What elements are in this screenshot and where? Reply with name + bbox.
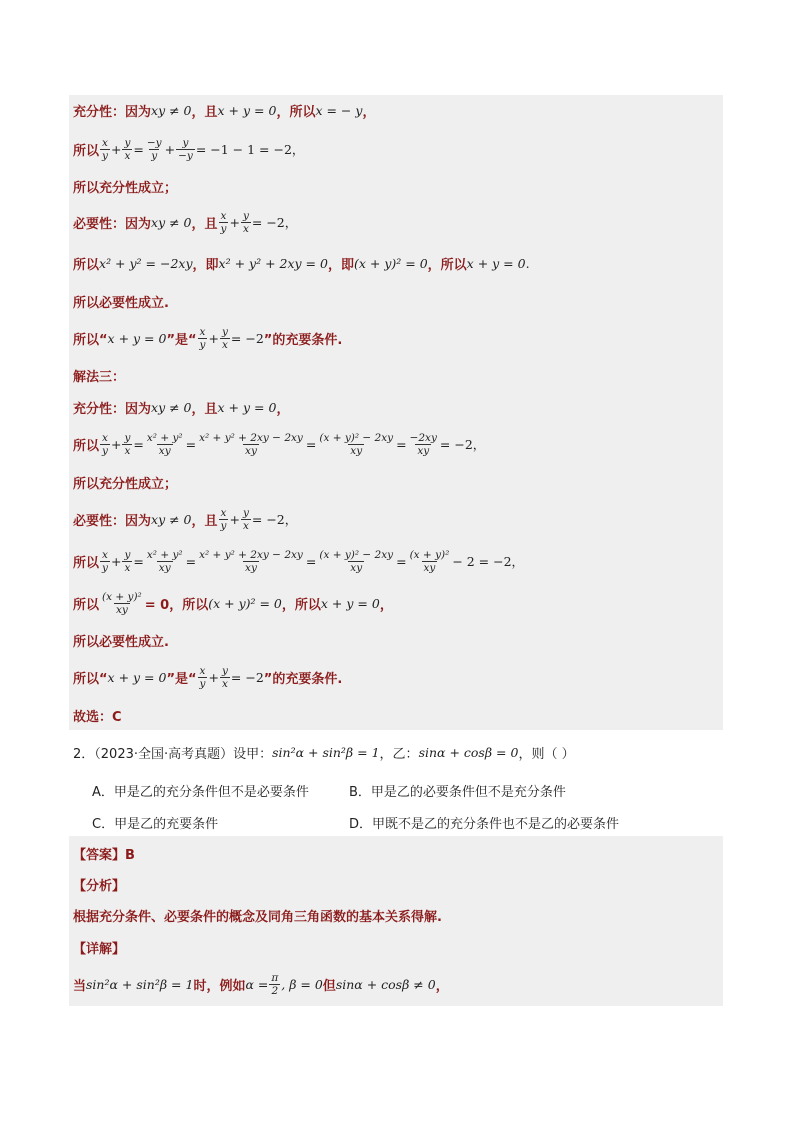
text-segment: 所以: [73, 597, 100, 613]
math-expression: +: [110, 553, 122, 569]
text-segment: ，即: [192, 257, 219, 273]
math-expression: =: [185, 553, 197, 569]
math-expression: x² + y² = −2xy: [99, 255, 193, 271]
fraction: [317, 432, 395, 457]
answer-label: [73, 838, 135, 868]
detail-label: [73, 932, 125, 962]
fraction: [197, 432, 305, 457]
fraction-denominator: y: [102, 149, 108, 162]
fraction-numerator: (x + y)²: [102, 590, 142, 603]
text-segment: 所以充分性成立；: [73, 180, 178, 196]
fraction-numerator: x: [102, 136, 108, 149]
fraction: [100, 137, 110, 162]
text-segment: ，且: [191, 104, 218, 120]
fraction: [241, 507, 251, 532]
fraction-numerator: x² + y²: [146, 548, 183, 561]
sufficiency-line: [73, 95, 375, 125]
fraction-denominator: xy: [245, 444, 257, 457]
method-three-heading: [73, 360, 125, 390]
math-expression: =: [133, 436, 144, 452]
fraction-numerator: x: [199, 664, 206, 677]
math-expression: xy ≠ 0: [151, 102, 192, 118]
fraction-numerator: y: [124, 136, 131, 149]
fraction-numerator: −2xy: [409, 431, 437, 444]
math-expression: x + y = 0: [466, 255, 526, 271]
fraction-denominator: y: [199, 677, 206, 690]
text-segment: 所以: [73, 143, 100, 159]
fraction: [145, 549, 185, 574]
math-expression: x = − y: [315, 102, 363, 118]
necessity-conclusion-2: [73, 625, 169, 655]
fraction-denominator: x: [124, 561, 131, 574]
fraction-denominator: 2: [271, 984, 279, 997]
analysis-text: [73, 900, 442, 930]
math-expression: =: [185, 436, 197, 452]
necessity-step-2: [73, 585, 393, 621]
text-segment: ，所以: [427, 257, 467, 273]
fraction-numerator: y: [124, 431, 131, 444]
fraction-denominator: y: [151, 149, 158, 162]
fraction-numerator: y: [242, 209, 249, 222]
text-segment: 根据充分条件、必要条件的概念及同角三角函数的基本关系得解.: [73, 909, 442, 925]
math-expression: =: [305, 436, 317, 452]
math-expression: x + y = 0: [217, 399, 277, 415]
text-segment: ，则（ ）: [518, 746, 575, 762]
text-segment: 故选：C: [73, 709, 122, 725]
fraction-numerator: x² + y² + 2xy − 2xy: [199, 431, 303, 444]
fraction-denominator: y: [220, 222, 227, 235]
fraction-denominator: −y: [178, 149, 193, 162]
text-segment: 【答案】B: [73, 847, 135, 863]
math-expression: +: [229, 511, 240, 527]
fraction: [100, 591, 144, 616]
conclusion-line-2: [73, 660, 342, 694]
necessity-derivation-2: [73, 543, 524, 579]
necessity-conclusion: [73, 286, 169, 316]
fraction-denominator: x: [124, 444, 131, 457]
math-expression: x + y = 0: [320, 595, 380, 611]
fraction: [408, 432, 439, 457]
math-expression: +: [229, 214, 240, 230]
text-segment: 当: [73, 978, 87, 994]
fraction-numerator: x² + y²: [146, 431, 183, 444]
analysis-label: [73, 869, 125, 899]
text-segment: 充分性：因为: [73, 401, 152, 417]
math-expression: x + y = 0: [107, 669, 167, 685]
fraction: [122, 137, 132, 162]
text-segment: ，所以: [281, 597, 321, 613]
math-expression: =: [396, 553, 407, 569]
fraction-numerator: x: [102, 431, 108, 444]
fraction: [100, 549, 110, 574]
fraction: [176, 137, 195, 162]
fraction-denominator: y: [220, 519, 227, 532]
text-segment: 2．（2023·全国·高考真题）设甲：: [73, 746, 273, 762]
fraction-numerator: y: [182, 136, 189, 149]
fraction-numerator: y: [221, 325, 228, 338]
option-d: D．甲既不是乙的充分条件也不是乙的必要条件: [349, 817, 620, 832]
fraction: [145, 137, 164, 162]
text-segment: ”是“: [166, 671, 197, 687]
math-expression: +: [208, 330, 219, 346]
fraction: [219, 210, 229, 235]
fraction-numerator: x: [102, 548, 108, 561]
math-expression: (x + y)² = 0: [208, 595, 282, 611]
fraction-numerator: π: [271, 971, 279, 984]
fraction: [317, 549, 395, 574]
fraction-denominator: xy: [158, 444, 171, 457]
conclusion-line: [73, 321, 342, 355]
fraction-denominator: x: [221, 677, 228, 690]
fraction: [198, 326, 208, 351]
fraction: [100, 432, 110, 457]
fraction: [197, 549, 305, 574]
fraction-denominator: x: [242, 519, 249, 532]
fraction: [408, 549, 452, 574]
text-segment: 必要性：因为: [73, 513, 152, 529]
math-expression: x + y = 0: [107, 330, 167, 346]
text-segment: 时，例如: [193, 978, 246, 994]
text-segment: 解法三：: [73, 369, 126, 385]
math-expression: = −2，: [251, 215, 298, 230]
math-expression: − 2 = −2，: [452, 554, 525, 569]
text-segment: 【详解】: [73, 941, 126, 957]
option-a: A．甲是乙的充分条件但不是必要条件: [92, 785, 309, 800]
math-expression: = −2，: [439, 437, 486, 452]
math-expression: x + y = 0: [217, 102, 277, 118]
math-expression: =: [396, 436, 407, 452]
text-segment: 所以: [73, 257, 100, 273]
fraction-numerator: (x + y)² − 2xy: [319, 548, 394, 561]
detail-text: [73, 966, 449, 1002]
fraction-denominator: xy: [417, 444, 430, 457]
fraction: [122, 432, 132, 457]
math-expression: +: [110, 141, 122, 157]
text-segment: ，所以: [276, 104, 316, 120]
fraction-numerator: −y: [146, 136, 162, 149]
text-segment: 所以必要性成立.: [73, 295, 169, 311]
fraction-denominator: xy: [350, 561, 363, 574]
fraction: [122, 549, 132, 574]
text-segment: 所以: [73, 438, 100, 454]
math-expression: xy ≠ 0: [151, 399, 192, 415]
text-segment: 所以“: [73, 332, 108, 348]
question-stem: [73, 737, 575, 767]
sufficiency-derivation-2: [73, 427, 485, 461]
final-choice: [73, 700, 122, 730]
fraction-numerator: x: [220, 209, 227, 222]
text-segment: ，且: [191, 401, 218, 417]
option-c: C．甲是乙的充要条件: [92, 817, 219, 832]
fraction-denominator: y: [199, 338, 206, 351]
math-expression: xy ≠ 0: [151, 214, 192, 230]
math-expression: = −2: [230, 330, 264, 346]
fraction: [220, 665, 230, 690]
fraction-denominator: x: [124, 149, 131, 162]
math-expression: +: [110, 436, 122, 452]
fraction: [145, 432, 185, 457]
sufficiency-conclusion: [73, 171, 177, 201]
math-expression: sinα + cosβ ≠ 0: [335, 976, 436, 992]
text-segment: ，乙：: [379, 746, 419, 762]
math-expression: = −2，: [251, 512, 298, 527]
fraction-numerator: (x + y)² − 2xy: [319, 431, 394, 444]
fraction-denominator: y: [102, 561, 108, 574]
math-expression: sin²α + sin²β = 1: [272, 744, 380, 760]
fraction: [241, 210, 251, 235]
math-expression: +: [164, 141, 176, 157]
text-segment: ，: [435, 978, 449, 994]
text-segment: ”是“: [166, 332, 197, 348]
fraction: [220, 326, 230, 351]
text-segment: ”的充要条件.: [263, 332, 343, 348]
text-segment: ，即: [327, 257, 354, 273]
option-b: B．甲是乙的必要条件但不是充分条件: [349, 785, 566, 800]
math-expression: xy ≠ 0: [151, 511, 192, 527]
math-expression: = −1 − 1 = −2，: [195, 142, 305, 157]
text-segment: 必要性：因为: [73, 216, 152, 232]
sufficiency-line-2: [73, 392, 289, 422]
math-expression: =: [133, 141, 144, 157]
text-segment: 但: [322, 978, 336, 994]
fraction-numerator: y: [221, 664, 228, 677]
text-segment: ，: [379, 597, 393, 613]
text-segment: 充分性：因为: [73, 104, 152, 120]
fraction-denominator: x: [242, 222, 249, 235]
math-expression: sinα + cosβ = 0: [418, 744, 519, 760]
math-expression: +: [208, 669, 219, 685]
math-expression: (x + y)² = 0: [353, 255, 428, 271]
text-segment: ，: [276, 401, 290, 417]
math-expression: , β = 0: [281, 976, 323, 992]
necessity-derivation: [73, 248, 530, 278]
necessity-line: [73, 205, 297, 239]
math-expression: =: [305, 553, 317, 569]
math-expression: sin²α + sin²β = 1: [86, 976, 194, 992]
sufficiency-derivation: [73, 132, 304, 166]
math-expression: α =: [245, 976, 269, 992]
text-segment: ，: [362, 104, 376, 120]
fraction-denominator: xy: [423, 561, 436, 574]
fraction-numerator: x: [199, 325, 206, 338]
sufficiency-conclusion-2: [73, 467, 177, 497]
fraction-denominator: xy: [115, 603, 128, 616]
fraction-numerator: y: [242, 506, 249, 519]
fraction-denominator: x: [221, 338, 228, 351]
math-expression: .: [525, 255, 530, 271]
text-segment: 所以充分性成立；: [73, 476, 178, 492]
text-segment: ，且: [191, 513, 218, 529]
math-expression: x² + y² + 2xy = 0: [218, 255, 328, 271]
fraction-numerator: x: [220, 506, 227, 519]
math-expression: =: [133, 553, 144, 569]
text-segment: ，且: [191, 216, 218, 232]
text-segment: 【分析】: [73, 878, 126, 894]
fraction-numerator: x² + y² + 2xy − 2xy: [199, 548, 303, 561]
fraction-denominator: xy: [245, 561, 257, 574]
fraction-numerator: y: [124, 548, 131, 561]
text-segment: 所以: [73, 555, 100, 571]
fraction-numerator: (x + y)²: [409, 548, 450, 561]
text-segment: 所以必要性成立.: [73, 634, 169, 650]
fraction-denominator: xy: [350, 444, 363, 457]
text-segment: 所以“: [73, 671, 108, 687]
fraction-denominator: y: [102, 444, 108, 457]
fraction: [269, 972, 280, 997]
necessity-line-2: [73, 502, 297, 536]
text-segment: = 0，所以: [144, 597, 209, 613]
fraction-denominator: xy: [158, 561, 171, 574]
fraction: [198, 665, 208, 690]
fraction: [219, 507, 229, 532]
math-expression: = −2: [230, 669, 264, 685]
text-segment: ”的充要条件.: [263, 671, 343, 687]
